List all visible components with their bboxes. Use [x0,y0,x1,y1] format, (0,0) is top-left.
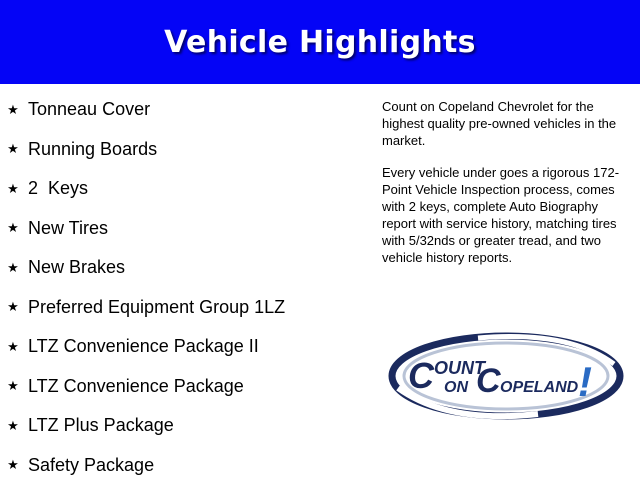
star-icon: ★ [6,378,20,394]
star-icon: ★ [6,102,20,118]
logo-exclamation: ! [578,358,592,405]
list-item [6,367,285,407]
list-item [6,446,285,485]
star-icon: ★ [6,141,20,157]
star-icon: ★ [6,418,20,434]
star-icon: ★ [6,181,20,197]
logo-count-letter: C [408,355,435,396]
page-title: Vehicle Highlights [164,25,476,60]
list-item-label: LTZ Convenience Package [28,376,244,397]
description-paragraph-1: Count on Copeland Chevrolet for the highest quality pre-owned vehicles in the market. [382,98,632,149]
description-paragraph-2: Every vehicle under goes a rigorous 172-Point Vehicle Inspection process, comes with 2 keys, complete Auto Biography report with service history, matching tires with 5/32nds or greater tread, and two vehicle history reports. [382,164,632,266]
highlights-list [6,90,285,485]
star-icon: ★ [6,339,20,355]
logo-on: ON [444,379,468,396]
list-item-label: Running Boards [28,139,157,160]
list-item-label: Tonneau Cover [28,99,150,120]
star-icon: ★ [6,457,20,473]
header-banner [0,0,640,84]
logo-copeland-letter: C [476,362,501,400]
list-item [6,130,285,170]
list-item [6,209,285,249]
star-icon: ★ [6,299,20,315]
list-item-label: Safety Package [28,455,154,476]
list-item [6,169,285,209]
count-on-copeland-logo [388,326,624,426]
list-item [6,248,285,288]
star-icon: ★ [6,220,20,236]
list-item-label: 2 Keys [28,178,88,199]
list-item-label: Preferred Equipment Group 1LZ [28,297,285,318]
list-item [6,327,285,367]
list-item-label: New Brakes [28,257,125,278]
list-item-label: LTZ Convenience Package II [28,336,259,357]
dealer-description [382,98,632,281]
logo-copeland-rest: OPELAND [500,379,579,396]
list-item [6,406,285,446]
list-item-label: New Tires [28,218,108,239]
list-item-label: LTZ Plus Package [28,415,174,436]
list-item [6,288,285,328]
logo-count-rest: OUNT [434,358,487,378]
list-item [6,90,285,130]
star-icon: ★ [6,260,20,276]
